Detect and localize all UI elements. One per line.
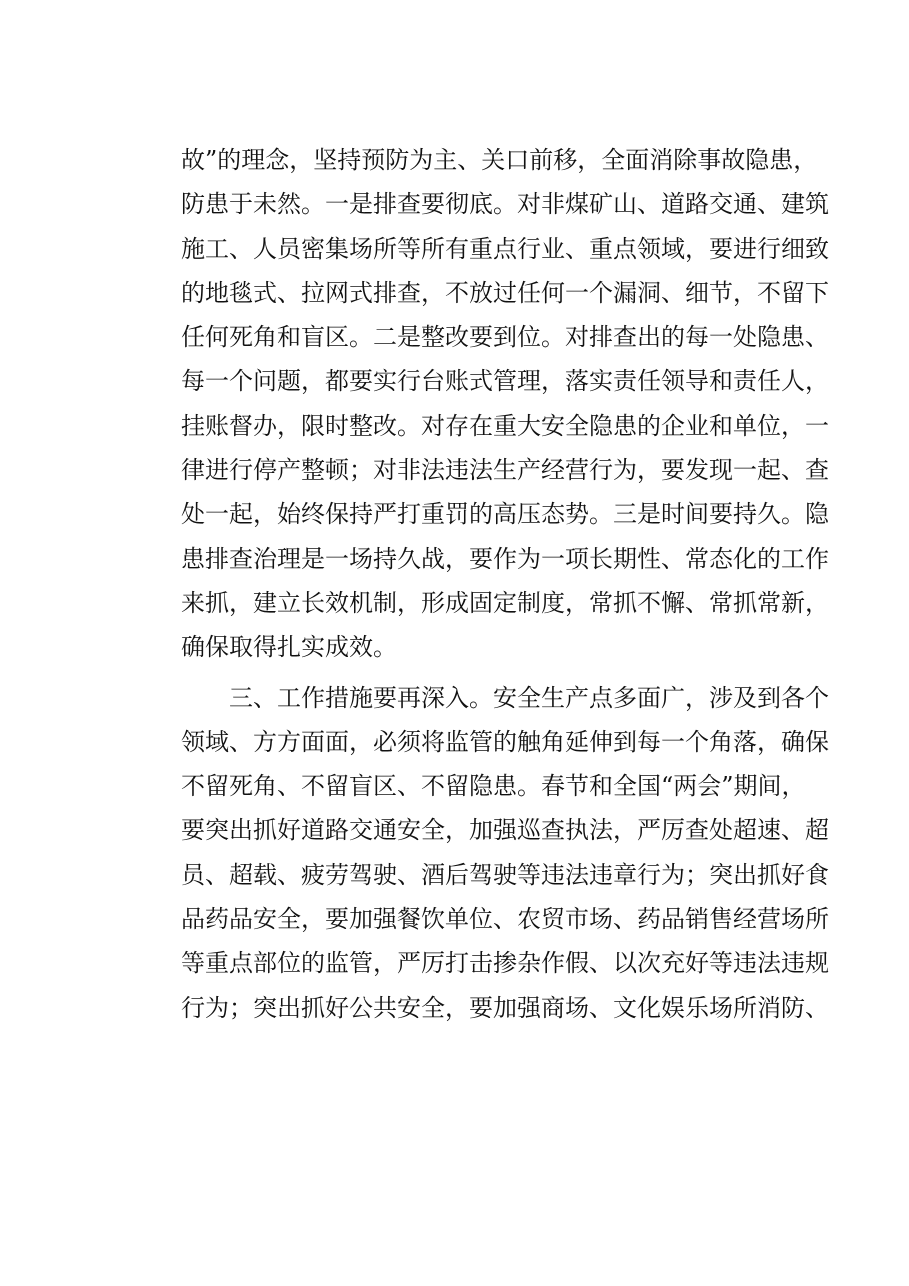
paragraph-first-line: 三、工作措施要再深入。安全生产点多面广，涉及到各个 (229, 683, 829, 712)
text-line: 的地毯式、拉网式排查，不放过任何一个漏洞、细节，不留下 (181, 278, 829, 307)
text-line: 要突出抓好道路交通安全，加强巡查执法，严厉查处超速、超 (181, 816, 829, 845)
text-line: 不留死角、不留盲区、不留隐患。春节和全国“两会”期间， (181, 772, 806, 801)
text-line: 律进行停产整顿；对非法违法生产经营行为，要发现一起、查 (181, 456, 829, 485)
text-line: 行为；突出抓好公共安全，要加强商场、文化娱乐场所消防、 (181, 993, 829, 1022)
text-line: 施工、人员密集场所等所有重点行业、重点领域，要进行细致 (181, 234, 829, 263)
text-line: 等重点部位的监管，严厉打击掺杂作假、以次充好等违法违规 (181, 949, 829, 978)
text-line: 领域、方方面面，必须将监管的触角延伸到每一个角落，确保 (181, 727, 829, 756)
text-line: 来抓，建立长效机制，形成固定制度，常抓不懈、常抓常新， (181, 588, 829, 617)
text-line: 品药品安全，要加强餐饮单位、农贸市场、药品销售经营场所 (181, 905, 829, 934)
text-line: 任何死角和盲区。二是整改要到位。对排查出的每一处隐患、 (181, 323, 829, 352)
text-line: 确保取得扎实成效。 (181, 633, 397, 662)
text-line: 故”的理念，坚持预防为主、关口前移，全面消除事故隐患， (181, 146, 818, 174)
text-line: 挂账督办，限时整改。对存在重大安全隐患的企业和单位，一 (181, 411, 829, 440)
text-line: 处一起，始终保持严打重罚的高压态势。三是时间要持久。隐 (181, 500, 829, 529)
body-text (181, 138, 829, 1030)
text-line: 员、超载、疲劳驾驶、酒后驾驶等违法违章行为；突出抓好食 (181, 860, 829, 889)
text-line: 每一个问题，都要实行台账式管理，落实责任领导和责任人， (181, 367, 829, 396)
text-line: 患排查治理是一场持久战，要作为一项长期性、常态化的工作 (181, 544, 829, 573)
text-line: 防患于未然。一是排查要彻底。对非煤矿山、道路交通、建筑 (181, 190, 829, 219)
